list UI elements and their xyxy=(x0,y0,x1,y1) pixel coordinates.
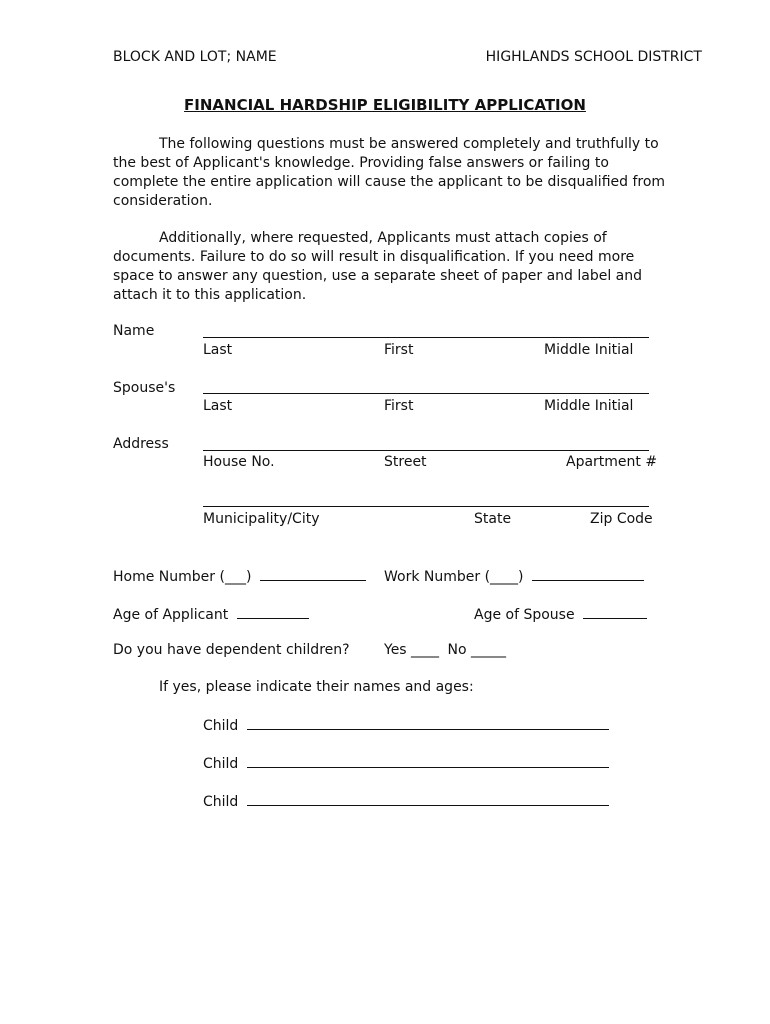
age-spouse-blank[interactable] xyxy=(583,604,647,619)
spouse-first-caption: First xyxy=(384,398,414,414)
name-last-caption: Last xyxy=(203,342,233,358)
page-title: FINANCIAL HARDSHIP ELIGIBILITY APPLICATION xyxy=(184,96,586,114)
dependent-children-question: Do you have dependent children? xyxy=(113,642,350,658)
header-district: HIGHLANDS SCHOOL DISTRICT xyxy=(485,49,702,65)
work-number-label: Work Number (____) xyxy=(384,569,524,585)
address-label: Address xyxy=(113,436,169,452)
children-answer[interactable] xyxy=(384,641,506,659)
spouse-label: Spouse's xyxy=(113,380,176,396)
intro-text-1: The following questions must be answered completely and truthfully to the best of Applicant's knowledge. Providing false answers or failing to complete the entire application will cause the applicant to be disqualified from consideration. xyxy=(113,136,666,209)
child-row-2[interactable] xyxy=(203,753,609,773)
header-block-lot: BLOCK AND LOT; NAME xyxy=(113,49,277,65)
age-applicant-field[interactable] xyxy=(113,604,309,624)
spouse-middle-caption: Middle Initial xyxy=(544,398,634,414)
child-name-blank[interactable] xyxy=(247,715,609,730)
intro-paragraph-1 xyxy=(113,135,673,211)
name-field-line[interactable] xyxy=(203,337,649,338)
home-number-field[interactable] xyxy=(113,566,366,586)
name-label: Name xyxy=(113,323,155,339)
child-label: Child xyxy=(203,794,239,810)
child-row-3[interactable] xyxy=(203,791,609,811)
yes-option[interactable]: Yes ____ xyxy=(384,642,440,658)
child-name-blank[interactable] xyxy=(247,791,609,806)
child-label: Child xyxy=(203,718,239,734)
children-instruction: If yes, please indicate their names and ages: xyxy=(159,679,474,695)
child-label: Child xyxy=(203,756,239,772)
state-caption: State xyxy=(474,511,512,527)
home-number-blank[interactable] xyxy=(260,566,366,581)
home-number-label: Home Number (___) xyxy=(113,569,252,585)
age-spouse-field[interactable] xyxy=(474,604,647,624)
name-first-caption: First xyxy=(384,342,414,358)
no-option[interactable]: No _____ xyxy=(447,642,507,658)
intro-paragraph-2 xyxy=(113,229,673,305)
zip-caption: Zip Code xyxy=(590,511,653,527)
child-row-1[interactable] xyxy=(203,715,609,735)
street-caption: Street xyxy=(384,454,427,470)
spouse-field-line[interactable] xyxy=(203,393,649,394)
age-applicant-label: Age of Applicant xyxy=(113,607,229,623)
work-number-field[interactable] xyxy=(384,566,644,586)
work-number-blank[interactable] xyxy=(532,566,644,581)
address-line-2[interactable] xyxy=(203,506,649,507)
name-middle-caption: Middle Initial xyxy=(544,342,634,358)
child-name-blank[interactable] xyxy=(247,753,609,768)
spouse-last-caption: Last xyxy=(203,398,233,414)
intro-text-2: Additionally, where requested, Applicants must attach copies of documents. Failure to do so will result in disqualification. If you need more space to answer any question, use a separate sheet of paper and label and attach it to this application. xyxy=(113,230,643,303)
age-applicant-blank[interactable] xyxy=(237,604,309,619)
address-line-1[interactable] xyxy=(203,450,649,451)
house-no-caption: House No. xyxy=(203,454,275,470)
municipality-caption: Municipality/City xyxy=(203,511,320,527)
apartment-caption: Apartment # xyxy=(566,454,658,470)
age-spouse-label: Age of Spouse xyxy=(474,607,575,623)
